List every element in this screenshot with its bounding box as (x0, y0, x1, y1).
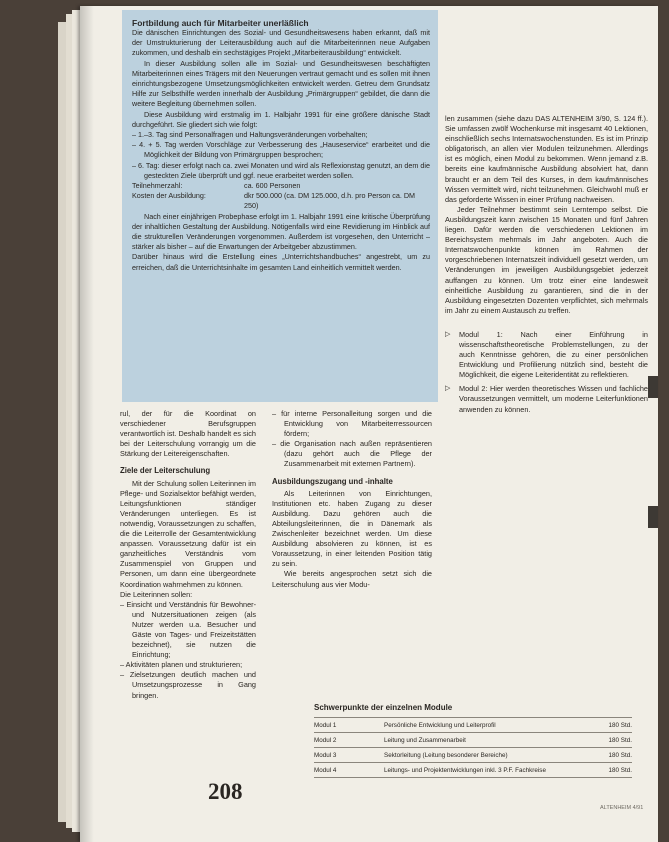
table-row (314, 748, 632, 763)
paragraph: Jeder Teilnehmer bestimmt sein Lerntempo selbst. Die Ausbildungszeit kann zwischen 15 Monaten und fünf Jahren liegen. Dafür werden die verschiedenen Lektionen im Bereichsystem mehrmals im Jahr angeboten. Auch die Internatswochenpunkte können im Rahmen der vorgeschriebenen Internatszeit individuell gesetzt werden, um Veränderungen im jeweiligen Ausbildungsgebiet jederzeit auffangen zu können. Um trotz einer eine landesweit einheitliche Ausbildung zu garantieren, sind die in der Ausbildung eingesetzten Dozenten verpflichtet, sich mehrmals im Jahr zu einem Austausch zu treffen. (445, 204, 648, 315)
box-paragraph: Die dänischen Einrichtungen des Sozial- und Gesundheitswesens haben erkannt, daß mit der Umstrukturierung der Leiterausbildung auch auf die Mitarbeiterinnen neue Aufgaben zukommen, und deshalb ein sechstägiges Projekt „Mitarbeiterausbildung“ entwickelt. (132, 28, 430, 58)
goals-list (120, 600, 256, 701)
table-title: Schwerpunkte der einzelnen Module (314, 703, 453, 712)
section-heading: Ziele der Leiterschulung (120, 466, 211, 476)
participants-label: Teilnehmerzahl: (132, 181, 183, 191)
content-cell: Leitungs- und Projektentwicklungen inkl. 3 P.F. Fachkreise (384, 767, 546, 774)
list-item: – Aktivitäten planen und strukturieren; (120, 660, 243, 670)
box-title: Fortbildung auch für Mitarbeiter unerläßlich (132, 18, 309, 28)
costs-value: dkr 500.000 (ca. DM 125.000, d.h. pro Person ca. DM 250) (244, 191, 415, 211)
module-cell: Modul 1 (314, 722, 337, 729)
left-column (120, 409, 256, 701)
module-cell: Modul 2 (314, 737, 337, 744)
box-paragraph: Darüber hinaus wird die Erstellung eines „Unterrichtshandbuches“ angestrebt, um zu erreichen, daß die Unterrichtsinhalte im gesamten Land einheitlich vermittelt werden. (132, 252, 430, 272)
right-column (445, 114, 648, 415)
participants-value: ca. 600 Personen (244, 181, 301, 191)
section-heading: Ausbildungszugang und -inhalte (272, 476, 393, 486)
middle-column (272, 409, 432, 590)
hours-cell: 180 Std. (608, 722, 632, 729)
module-text: Modul 2: Hier werden theoretisches Wissen und fachliche Voraussetzungen vermittelt, um moderne Leiterfunktionen anwenden zu können. (459, 384, 648, 414)
module-entry (445, 384, 648, 414)
content-cell: Leitung und Zusammenarbeit (384, 737, 466, 744)
list-intro: Die Leiterinnen sollen: (120, 589, 193, 599)
box-paragraph: Nach einer einjährigen Probephase erfolgt im 1. Halbjahr 1991 eine kritische Überprüfung der inhaltlichen Gestaltung der Ausbildung. Nötigenfalls wird eine Revidierung im Hinblick auf die strukturellen Veränderungen vorgenommen. Außerdem ist vorgesehen, den Unterricht – stärker als bisher – auf die Erwartungen der Arbeitgeber abzustimmen. (132, 211, 430, 252)
list-item: – 4. + 5. Tag werden Vorschläge zur Verbesserung des „Hauseservice“ erarbeitet und die Möglichkeit der Bildung von Primärgruppen besprochen; (132, 140, 430, 160)
paragraph: len zusammen (siehe dazu DAS ALTENHEIM 3/90, S. 124 ff.). Sie umfassen zwölf Wochenkurse mit insgesamt 40 Lektionen, einschließlich sechs Internatswochenstunden. Es ist im Prinzip obligatorisch, an allen vier Modulen teilzunehmen. Allerdings ist es möglich, einen Modul zu bekommen. Wenn jemand z.B. bereits eine kaufmännische Ausbildung absolviert hat, dann braucht er an dem Teil des Kurses, in dem kaufmännisches Wissen vermittelt wird, nicht teilzunehmen. Gleichwohl muß er das geforderte Wissen in einer Prüfung nachweisen. (445, 114, 648, 204)
table-row (314, 733, 632, 748)
costs-label: Kosten der Ausbildung: (132, 191, 206, 201)
section-tab-marker (648, 506, 658, 528)
module-cell: Modul 4 (314, 767, 337, 774)
hours-cell: 180 Std. (608, 767, 632, 774)
box-list (122, 130, 438, 181)
list-item: – die Organisation nach außen repräsentieren (dazu gehört auch die Pflege der Zusammenarbeit mit externen Partnern). (272, 439, 432, 469)
costs-row (132, 191, 430, 211)
hours-cell: 180 Std. (608, 737, 632, 744)
hours-cell: 180 Std. (608, 752, 632, 759)
module-entry (445, 330, 648, 380)
box-paragraph: In dieser Ausbildung sollen alle im Sozial- und Gesundheitswesen beschäftigten Mitarbeiterinnen eines Trägers mit den Neuerungen vertraut gemacht und es sollen mit ihnen einrichtungsbezogene Umsetzungsmöglichkeiten entwickelt werden. Getreu dem Grundsatz Hilfe zur Selbsthilfe werden innerhalb der Ausbildung „Primärgruppen“ gebildet, die dann die weitere Begleitung übernehmen sollen. (132, 58, 430, 109)
table-row (314, 763, 632, 778)
content-cell: Persönliche Entwicklung und Leiterprofil (384, 722, 496, 729)
module-text: Modul 1: Nach einer Einführung in wissenschaftstheoretische Problemstellungen, zu der auch Kenntnisse gehören, die zu einer persönlichen Entwicklung und Profilierung nützlich sind, besteht die Möglichkeit, die eigene Leiteridentität zu reflektieren. (459, 329, 648, 380)
content-cell: Sektorleitung (Leitung besonderer Bereiche) (384, 752, 508, 759)
paragraph: Mit der Schulung sollen Leiterinnen im Pflege- und Sozialsektor befähigt werden, Leitungsfunktionen ständiger Veränderungen unterliegen. Es ist notwendig, Voraussetzungen zu schaffen, die die Leiterrolle der Gesamtentwicklung anpassen. Voraussetzung dafür ist ein ganzheitliches Verständnis vom Zusammenspiel von Gruppen und Personen, um dann eine übergeordnete Koordination wahrnehmen zu können. (120, 478, 256, 589)
paragraph: Wie bereits angesprochen setzt sich die Leiterschulung aus vier Modu- (272, 569, 432, 589)
module-cell: Modul 3 (314, 752, 337, 759)
paragraph: rul, der für die Koordinat on verschiedener Berufsgruppen verantwortlich ist. Deshalb handelt es sich bei der Leiterschulung vorrangig um die Stärkung der Leitereigenschaften. (120, 409, 256, 459)
section-tab-marker (648, 376, 658, 398)
participants-row (132, 181, 430, 191)
modules-table (314, 717, 632, 778)
list-item: – Zielsetzungen deutlich machen und Umsetzungsprozesse in Gang bringen. (120, 670, 256, 700)
footer-text: ALTENHEIM 4/91 (600, 805, 644, 811)
box-paragraph: Diese Ausbildung wird erstmalig im 1. Halbjahr 1991 für eine größere dänische Stadt durchgeführt. Sie gliedert sich wie folgt: (132, 109, 430, 129)
info-box (122, 10, 438, 402)
page-number: 208 (208, 779, 243, 804)
list-item: – für interne Personalleitung sorgen und die Entwicklung von Mitarbeiterressourcen fördern; (272, 409, 432, 439)
triangle-bullet-icon: ▷ (445, 330, 451, 338)
table-row (314, 718, 632, 733)
paragraph: Als Leiterinnen von Einrichtungen, Institutionen etc. haben Zugang zu dieser Ausbildung. Dazu gehören auch die Abteilungsleiterinnen, die in Dänemark als Zwischenleiter bezeichnet werden. Um diese Ausbildung absolvieren zu können, ist es Voraussetzung, in einer leitenden Position tätig zu sein. (272, 488, 432, 569)
list-item: – 6. Tag: dieser erfolgt nach ca. zwei Monaten und wird als Reflexionstag genutzt, an dem die gesteckten Ziele überprüft und ggf. neue erarbeitet werden sollen. (132, 160, 430, 180)
triangle-bullet-icon: ▷ (445, 385, 451, 393)
list-item: – Einsicht und Verständnis für Bewohner- und Nutzersituationen zeigen (als Nutzer werden u.a. Besucher und Gäste von Tages- und Freizeitstätten bezeichnet), sie nutzen die Einrichtung; (120, 599, 256, 660)
middle-list (272, 409, 432, 470)
magazine-page (80, 6, 658, 842)
list-item: – 1.–3. Tag sind Personalfragen und Haltungsveränderungen vorbehalten; (132, 130, 368, 140)
